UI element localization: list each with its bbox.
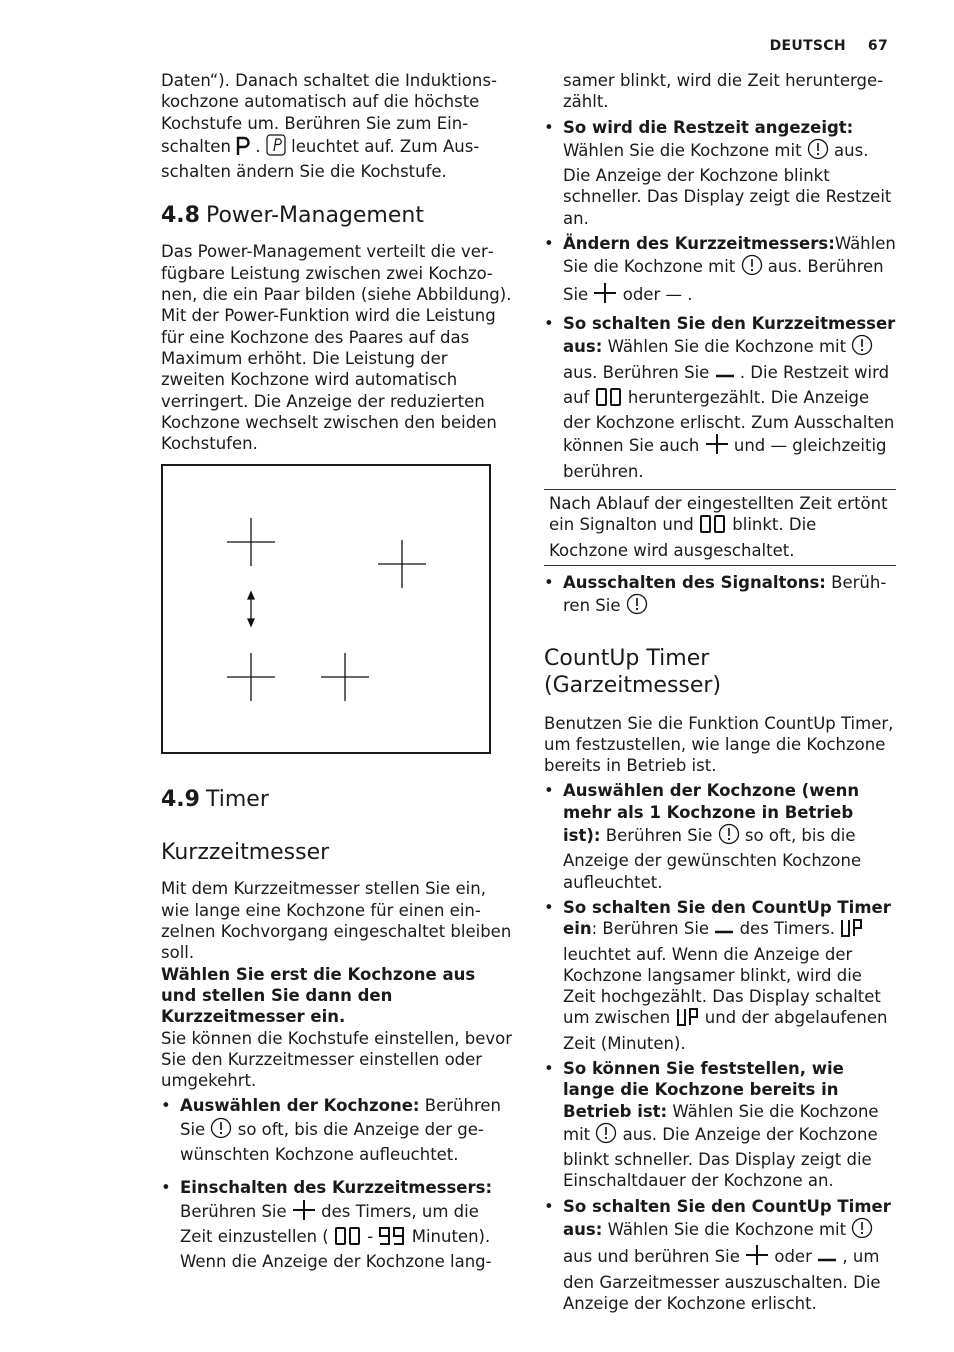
right-column [544,70,896,1314]
timer-icon [807,138,829,165]
kurzzeitmesser-text-2: Sie können die Kochstufe einstellen, bevor Sie den Kurzzeitmesser einstellen oder umgekehrt. [161,1028,513,1091]
countup-heading: CountUp Timer (Garzeitmesser) [544,645,722,698]
list-item: • So schalten Sie den CountUp Timer aus: Wählen Sie die Kochzone mit aus und berühren Sie oder , um den Garzeitmesser auszuschalten. Die Anzeige der Kochzone erlischt. [544,1196,896,1314]
cooking-zone-top-right [378,540,426,588]
header-language: DEUTSCH [769,38,846,54]
plus-icon [593,282,617,309]
power-p-icon [236,136,250,161]
page-number: 67 [867,38,888,54]
timer-icon [626,593,648,620]
display-up-icon [676,1007,700,1032]
cooking-zone-top-left [227,518,275,566]
plus-icon [745,1244,769,1271]
timer-icon [210,1117,232,1144]
left-column [161,70,513,1273]
cooking-zones-diagram [161,464,491,754]
display-00-icon [699,514,727,539]
plus-icon [292,1199,316,1226]
kurzzeitmesser-text: Mit dem Kurzzeitmesser stellen Sie ein, wie lange eine Kochzone für einen einzelnen Kochvorgang eingeschaltet bleiben soll. [161,879,512,963]
list-item: • Ausschalten des Signaltons: Berühren Sie [544,572,896,621]
intro-paragraph: Daten“). Danach schaltet die Induktionskochzone automatisch auf die höchste Kochstufe um. Berühren Sie zum Einschalten . leuchtet auf. Zum Ausschalten ändern Sie die Kochstufe. [161,71,497,182]
list-item: • Ändern des Kurzzeitmessers:Wählen Sie die Kochzone mit aus. Berühren Sie oder — . [544,233,896,309]
timer-icon [741,254,763,281]
minus-icon [817,1250,837,1271]
list-item: • So wird die Restzeit angezeigt: Wählen Sie die Kochzone mit aus. Die Anzeige der Kochzone blinkt schneller. Das Display zeigt die Restzeit an. [544,117,896,229]
cooking-zone-bottom-left [227,653,275,701]
timer-icon [718,823,740,850]
list-item: • So schalten Sie den CountUp Timer ein: Berühren Sie des Timers. leuchtet auf. Wenn die Anzeige der Kochzone langsamer blinkt, wird die Zeit hochgezählt. Das Display schaltet um zwischen und der abgelaufenen Zeit (Minuten). [544,897,896,1054]
section-4-8-heading: 4.8 Power-Management [161,203,424,229]
power-pair-arrow [248,592,254,626]
display-99-icon [378,1226,406,1251]
continued-text: samer blinkt, wird die Zeit heruntergezählt. [563,71,884,112]
power-p-display-icon [266,134,286,161]
cooking-zone-bottom-right [321,653,369,701]
kurzzeitmesser-note: Wählen Sie erst die Kochzone aus und stellen Sie dann den Kurzzeitmesser ein. [161,964,476,1027]
display-up-icon [840,918,864,943]
minus-icon [714,922,734,943]
list-item: • So können Sie feststellen, wie lange die Kochzone bereits in Betrieb ist: Wählen Sie die Kochzone mit aus. Die Anzeige der Kochzone blinkt schneller. Das Display zeigt die Einschaltdauer der Kochzone an. [544,1058,896,1192]
minus-icon [715,366,735,387]
list-item: • Einschalten des Kurzzeitmessers: Berühren Sie des Timers, um die Zeit einzustellen ( - Minuten). Wenn die Anzeige der Kochzone lang- [161,1177,513,1272]
countup-text: Benutzen Sie die Funktion CountUp Timer, um festzustellen, wie lange die Kochzone bereits in Betrieb ist. [544,713,894,776]
page-header [770,38,888,54]
timer-icon [595,1122,617,1149]
display-00-icon [334,1226,362,1251]
list-item: • Auswählen der Kochzone: Berühren Sie so oft, bis die Anzeige der gewünschten Kochzone aufleuchtet. [161,1095,513,1165]
plus-icon [705,433,729,460]
power-management-text: Das Power-Management verteilt die verfügbare Leistung zwischen zwei Kochzonen, die ein Paar bilden (siehe Abbildung). Mit der Power-Funktion wird die Leistung für eine Kochzone des Paares auf das Maximum erhöht. Die Leistung der zweiten Kochzone wird automatisch verringert. Die Anzeige der reduzierten Kochzone wechselt zwischen den beiden Kochstufen. [161,242,512,454]
section-4-9-heading: 4.9 Timer [161,787,269,813]
timer-icon [851,334,873,361]
timer-icon [851,1217,873,1244]
kurzzeitmesser-heading: Kurzzeitmesser [161,840,330,866]
info-note-box: Nach Ablauf der eingestellten Zeit ertönt ein Signalton und blinkt. Die Kochzone wird ausgeschaltet. [544,489,896,566]
list-item: • Auswählen der Kochzone (wenn mehr als 1 Kochzone in Betrieb ist): Berühren Sie so oft, bis die Anzeige der gewünschten Kochzone aufleuchtet. [544,780,896,892]
list-item: • So schalten Sie den Kurzzeitmesser aus: Wählen Sie die Kochzone mit aus. Berühren Sie . Die Restzeit wird auf heruntergezählt. Die Anzeige der Kochzone erlischt. Zum Ausschalten können Sie auch und — gleichzeitig berühren. [544,313,896,482]
display-00-icon [595,387,623,412]
